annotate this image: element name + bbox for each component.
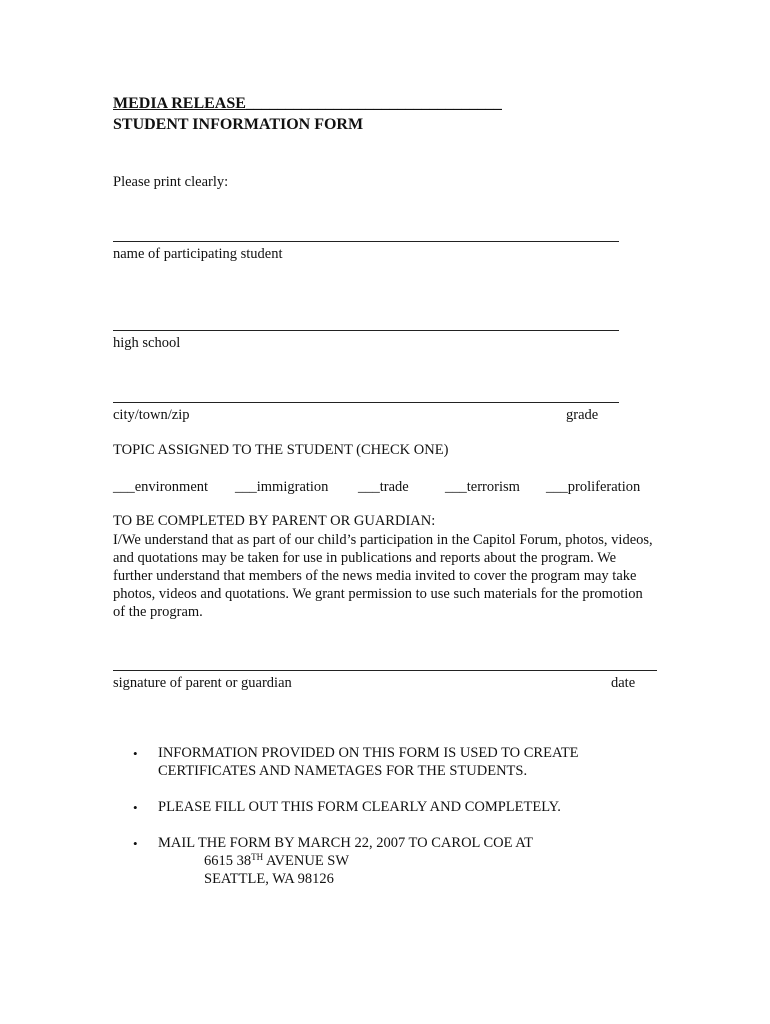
city-label: city/town/zip — [113, 407, 190, 423]
guardian-heading: TO BE COMPLETED BY PARENT OR GUARDIAN: — [113, 513, 436, 529]
topic-option-proliferation[interactable]: ___proliferation — [546, 479, 641, 495]
signature-line[interactable] — [113, 670, 657, 671]
grade-label: grade — [566, 407, 599, 423]
form-title: STUDENT INFORMATION FORM — [113, 116, 364, 133]
bullet-icon: • — [133, 836, 138, 851]
topic-heading: TOPIC ASSIGNED TO THE STUDENT (CHECK ONE) — [113, 442, 449, 458]
address-number: 6615 38 — [204, 853, 252, 869]
note-mail-form: MAIL THE FORM BY MARCH 22, 2007 TO CAROL COE AT — [158, 835, 534, 851]
student-name-line[interactable] — [113, 241, 619, 242]
topic-option-trade[interactable]: ___trade — [358, 479, 409, 495]
student-name-label: name of participating student — [113, 246, 283, 262]
high-school-label: high school — [113, 335, 181, 351]
high-school-line[interactable] — [113, 330, 619, 331]
bullet-icon: • — [133, 746, 138, 761]
topic-option-terrorism[interactable]: ___terrorism — [445, 479, 520, 495]
signature-label: signature of parent or guardian — [113, 675, 292, 691]
city-grade-line[interactable] — [113, 402, 619, 403]
title-text: MEDIA RELEASE — [113, 95, 246, 112]
address-street — [204, 853, 349, 870]
topic-option-environment[interactable]: ___environment — [113, 479, 209, 495]
note-certificates-line2: CERTIFICATES AND NAMETAGES FOR THE STUDENTS. — [158, 763, 528, 779]
address-city: SEATTLE, WA 98126 — [204, 871, 334, 887]
topic-option-immigration[interactable]: ___immigration — [235, 479, 329, 495]
title-media-release — [113, 95, 502, 113]
note-fill-clearly: PLEASE FILL OUT THIS FORM CLEARLY AND COMPLETELY. — [158, 799, 561, 815]
address-ordinal: TH — [251, 852, 264, 862]
guardian-consent-text: I/We understand that as part of our child’s participation in the Capitol Forum, photos, videos, and quotations may be taken for use in publications and reports about the program. We further understand that members of the news media invited to cover the program may take photos, videos and quotations. We grant permission to use such materials for the promotion of the program. — [113, 532, 653, 620]
print-instructions: Please print clearly: — [113, 174, 229, 190]
title-fill-line: ________________________________ — [245, 95, 502, 112]
date-label: date — [611, 675, 636, 691]
address-street-name: AVENUE SW — [263, 853, 350, 869]
note-certificates-line1: INFORMATION PROVIDED ON THIS FORM IS USED TO CREATE — [158, 745, 579, 761]
bullet-icon: • — [133, 800, 138, 815]
